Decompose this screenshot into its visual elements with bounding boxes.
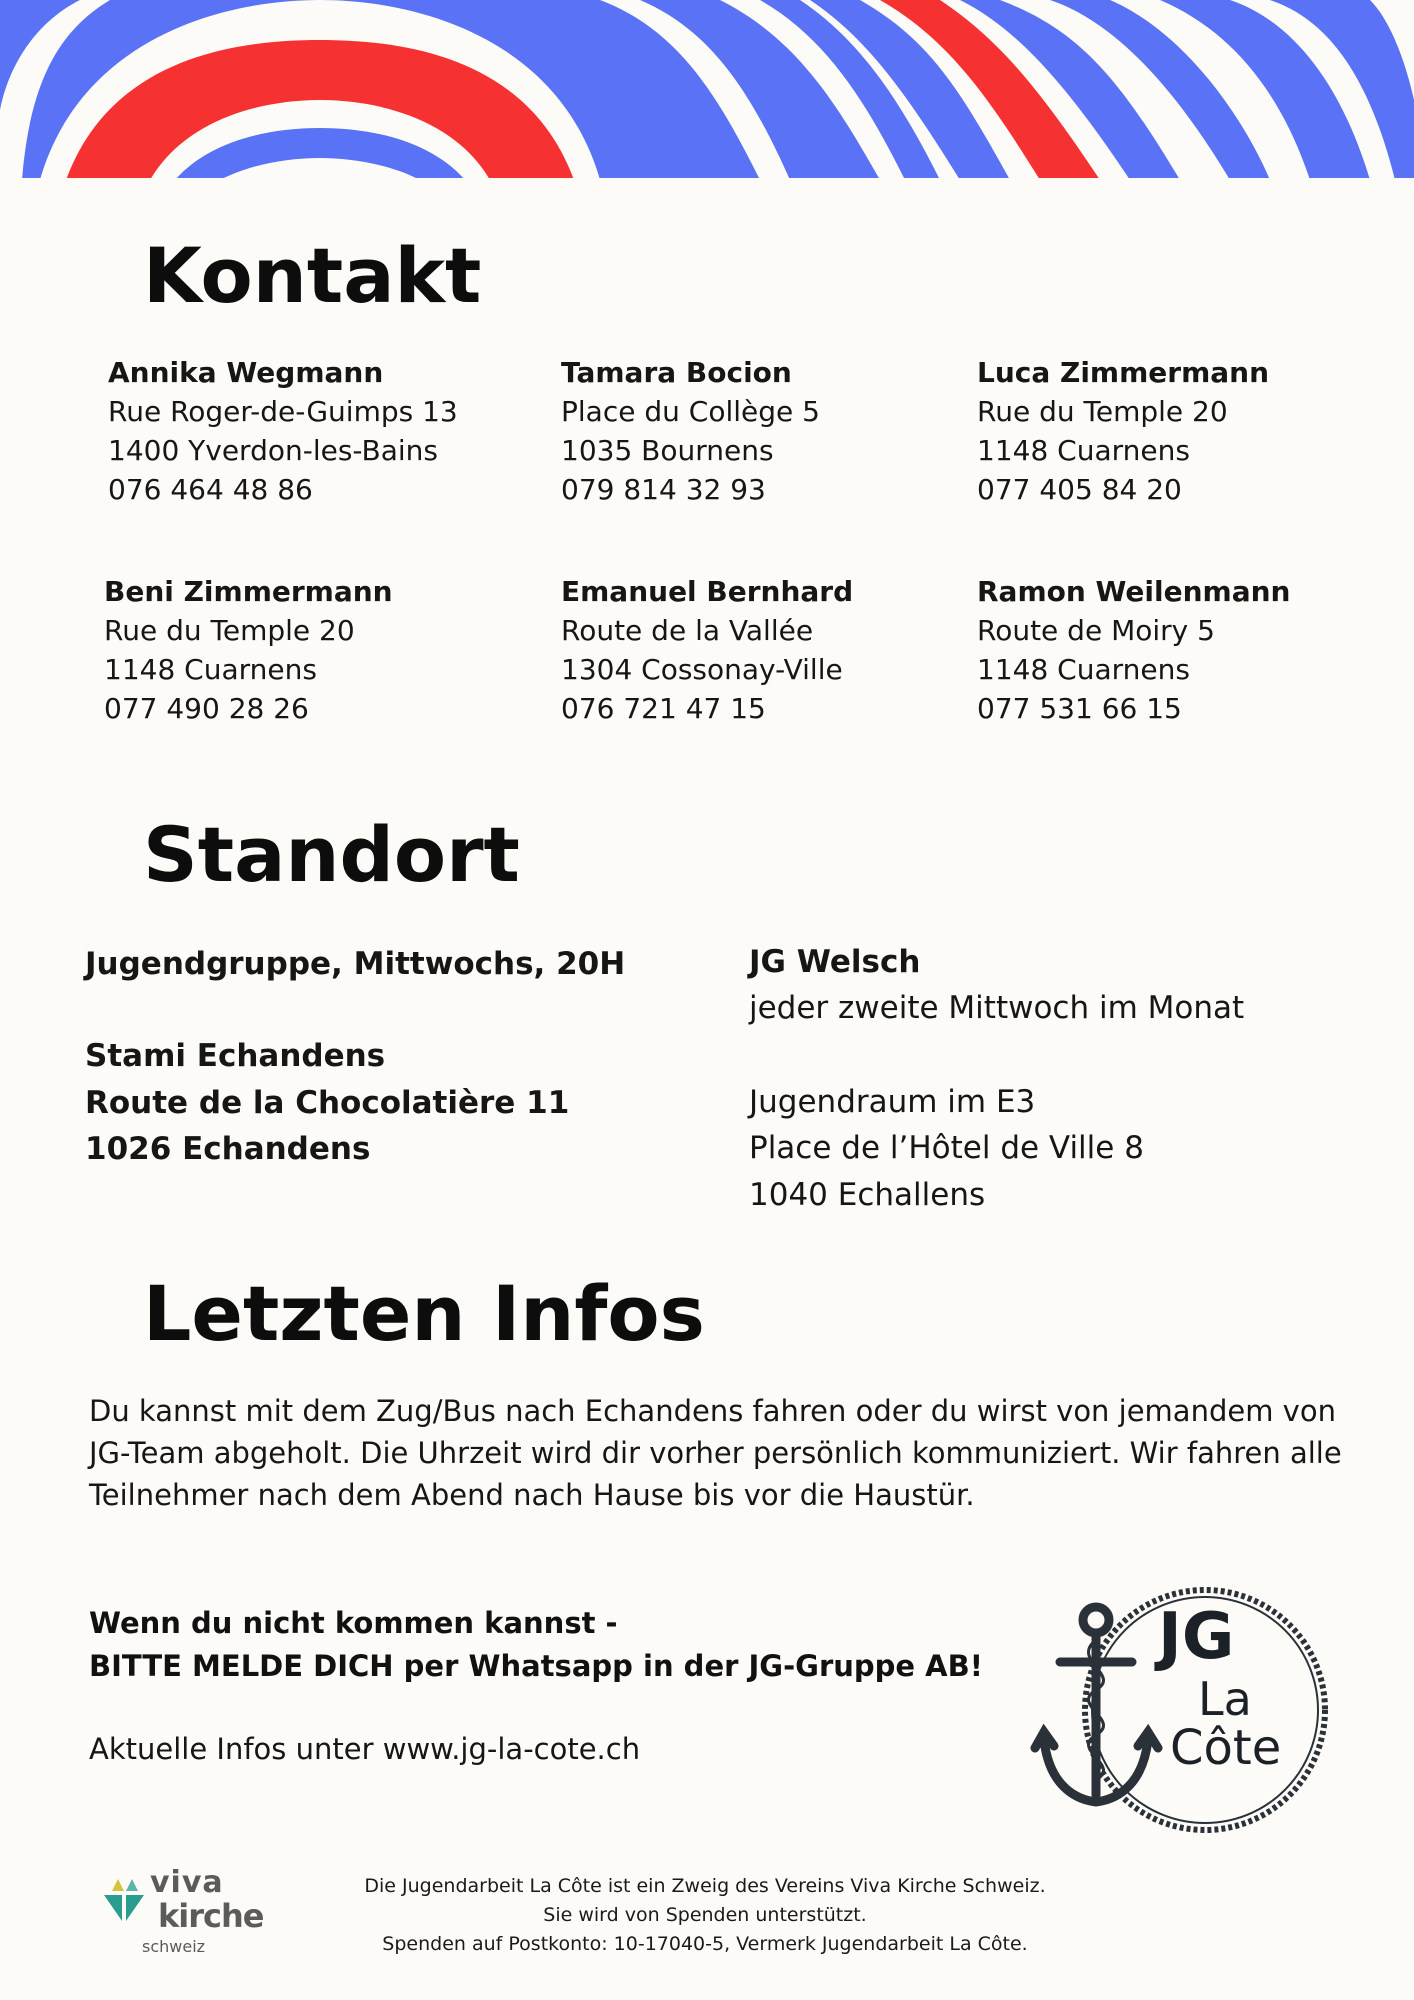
contact-card (977, 353, 1269, 509)
viva-kirche-logo (100, 1865, 290, 1955)
contact-name: Ramon Weilenmann (977, 575, 1291, 608)
footer-line-1: Die Jugendarbeit La Côte ist ein Zweig des Vereins Viva Kirche Schweiz. (364, 1875, 1046, 1897)
logo-text-jg: JG (1158, 1600, 1235, 1674)
contact-card (561, 353, 820, 509)
contact-street: Route de Moiry 5 (977, 614, 1215, 647)
contact-city: 1148 Cuarnens (104, 653, 317, 686)
contact-name: Annika Wegmann (108, 356, 384, 389)
footer-line-2: Sie wird von Spenden unterstützt. (543, 1904, 867, 1926)
current-info-text: Aktuelle Infos unter www.jg-la-cote.ch (89, 1732, 641, 1766)
contact-card (977, 572, 1290, 728)
contact-name: Beni Zimmermann (104, 575, 393, 608)
standort-left-place: Stami Echandens (85, 1038, 386, 1074)
contact-city: 1148 Cuarnens (977, 653, 1190, 686)
contact-card (104, 572, 393, 728)
jg-la-cote-logo (1030, 1580, 1340, 1840)
contact-street: Route de la Vallée (561, 614, 814, 647)
contact-phone: 077 405 84 20 (977, 473, 1182, 506)
section-title-standort: Standort (143, 810, 520, 899)
contact-street: Place du Collège 5 (561, 395, 820, 428)
viva-kirche-mark-icon (100, 1877, 150, 1937)
standort-left-street: Route de la Chocolatière 11 (85, 1085, 570, 1121)
standort-right-schedule: jeder zweite Mittwoch im Monat (749, 990, 1245, 1026)
contact-card (561, 572, 853, 728)
section-title-kontakt: Kontakt (143, 231, 482, 320)
decorative-wave-banner (0, 0, 1414, 180)
standort-right-title: JG Welsch (749, 944, 921, 980)
anchor-icon (1035, 1607, 1158, 1802)
contact-street: Rue du Temple 20 (104, 614, 355, 647)
notice-line-2: BITTE MELDE DICH per Whatsapp in der JG-Gruppe AB! (89, 1649, 983, 1683)
contact-street: Rue Roger-de-Guimps 13 (108, 395, 458, 428)
contact-city: 1035 Bournens (561, 434, 774, 467)
contact-city: 1304 Cossonay-Ville (561, 653, 843, 686)
contact-phone: 076 721 47 15 (561, 692, 766, 725)
contact-card (108, 353, 458, 509)
standort-right-place: Jugendraum im E3 (749, 1084, 1036, 1120)
schweiz-word: schweiz (142, 1937, 206, 1956)
footer-line-3: Spenden auf Postkonto: 10-17040-5, Vermerk Jugendarbeit La Côte. (382, 1933, 1028, 1955)
contact-street: Rue du Temple 20 (977, 395, 1228, 428)
standort-right-city: 1040 Echallens (749, 1177, 986, 1213)
contact-name: Emanuel Bernhard (561, 575, 854, 608)
info-paragraph: Du kannst mit dem Zug/Bus nach Echandens fahren oder du wirst von jemandem von JG-Team abgeholt. Die Uhrzeit wird dir vorher persönlich kommuniziert. Wir fahren alle Teilnehmer nach dem Abend nach Hause bis vor die Haustür. (89, 1394, 1342, 1512)
contact-phone: 077 490 28 26 (104, 692, 309, 725)
contact-city: 1400 Yverdon-les-Bains (108, 434, 439, 467)
contact-phone: 079 814 32 93 (561, 473, 766, 506)
kirche-word: kirche (158, 1897, 264, 1935)
contact-name: Tamara Bocion (561, 356, 792, 389)
contact-name: Luca Zimmermann (977, 356, 1270, 389)
contact-phone: 076 464 48 86 (108, 473, 313, 506)
viva-word: viva (150, 1865, 224, 1900)
wave-pattern-graphic (0, 0, 1414, 180)
standort-left-city: 1026 Echandens (85, 1131, 371, 1167)
contact-phone: 077 531 66 15 (977, 692, 1182, 725)
standort-left-title: Jugendgruppe, Mittwochs, 20H (85, 946, 626, 982)
footer-text (290, 1872, 1120, 1959)
section-title-infos: Letzten Infos (143, 1269, 705, 1358)
notice-line-1: Wenn du nicht kommen kannst - (89, 1606, 618, 1640)
contact-city: 1148 Cuarnens (977, 434, 1190, 467)
logo-text-la: La (1198, 1672, 1252, 1726)
logo-text-cote: Côte (1170, 1720, 1282, 1776)
standort-right-street: Place de l’Hôtel de Ville 8 (749, 1130, 1144, 1166)
